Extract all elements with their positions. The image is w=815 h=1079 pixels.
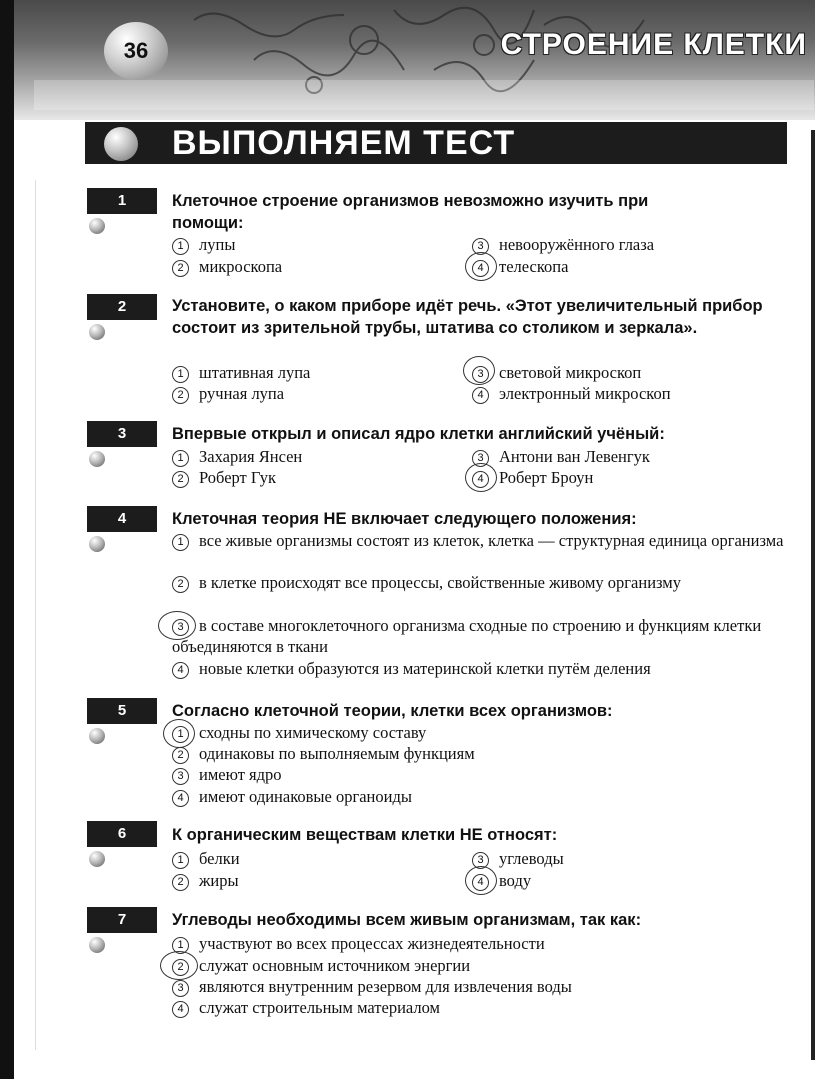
- section-title: ВЫПОЛНЯЕМ ТЕСТ: [172, 124, 516, 162]
- answer-mark-5: [163, 719, 195, 748]
- page-binding-edge: [0, 0, 14, 1079]
- option-2-3[interactable]: 3 световой микроскоп: [472, 362, 641, 383]
- option-1-2[interactable]: 2 микроскопа: [172, 256, 282, 277]
- section-ball-icon: [104, 127, 138, 161]
- question-text-1: Клеточное строение организмов невозможно изучить при помощи:: [172, 192, 649, 232]
- question-text-2: Установите, о каком приборе идёт речь. «Этот увеличительный прибор состоит из зрительной трубы, штатива со столиком и зеркала».: [172, 297, 763, 337]
- option-2-2[interactable]: 2 ручная лупа: [172, 383, 284, 404]
- option-7-3[interactable]: 3 являются внутренним резервом для извлечения воды: [172, 976, 572, 997]
- option-1-1[interactable]: 1 лупы: [172, 234, 235, 255]
- option-5-2[interactable]: 2 одинаковы по выполняемым функциям: [172, 743, 475, 764]
- option-5-3[interactable]: 3 имеют ядро: [172, 764, 282, 785]
- header-banner: [14, 0, 815, 120]
- page-right-edge: [811, 130, 815, 1060]
- option-4-4[interactable]: 4 новые клетки образуются из материнской клетки путём деления: [172, 658, 651, 679]
- question-ball-icon: [89, 218, 105, 234]
- question-text-5: Согласно клеточной теории, клетки всех организмов:: [172, 702, 613, 720]
- option-4-1[interactable]: 1 все живые организмы состоят из клеток, клетка — структурная единица организма: [172, 530, 790, 551]
- question-text-6: К органическим веществам клетки НЕ относят:: [172, 826, 558, 844]
- question-number-5: 5: [87, 698, 157, 724]
- option-4-3[interactable]: 3 в составе многоклеточного организма сходные по строению и функциям клетки объединяются в ткани: [172, 616, 762, 656]
- option-3-4[interactable]: 4 Роберт Броун: [472, 467, 593, 488]
- answer-mark-6: [465, 866, 497, 895]
- question-ball-icon: [89, 451, 105, 467]
- option-7-4[interactable]: 4 служат строительным материалом: [172, 997, 440, 1018]
- question-ball-icon: [89, 937, 105, 953]
- question-ball-icon: [89, 728, 105, 744]
- page-number: 36: [123, 38, 149, 63]
- page-number-ball: [104, 22, 168, 80]
- answer-mark-2: [463, 356, 495, 385]
- option-1-4[interactable]: 4 телескопа: [472, 256, 568, 277]
- question-ball-icon: [89, 851, 105, 867]
- question-text-4: Клеточная теория НЕ включает следующего положения:: [172, 510, 637, 528]
- question-number-7: 7: [87, 907, 157, 933]
- question-number-1: 1: [87, 188, 157, 214]
- question-ball-icon: [89, 324, 105, 340]
- question-number-2: 2: [87, 294, 157, 320]
- answer-mark-3: [465, 463, 497, 492]
- option-7-1[interactable]: 1 участвуют во всех процессах жизнедеятельности: [172, 933, 545, 954]
- option-4-2[interactable]: 2 в клетке происходят все процессы, свойственные живому организму: [172, 572, 790, 593]
- answer-mark-7: [160, 951, 198, 980]
- option-6-4[interactable]: 4 воду: [472, 870, 531, 891]
- option-1-3[interactable]: 3 невооружённого глаза: [472, 234, 654, 255]
- option-5-1[interactable]: 1 сходны по химическому составу: [172, 722, 426, 743]
- question-number-3: 3: [87, 421, 157, 447]
- option-3-3[interactable]: 3 Антони ван Левенгук: [472, 446, 650, 467]
- option-6-2[interactable]: 2 жиры: [172, 870, 239, 891]
- option-2-4[interactable]: 4 электронный микроскоп: [472, 383, 671, 404]
- chapter-title: СТРОЕНИЕ КЛЕТКИ: [500, 28, 807, 61]
- answer-mark-1: [465, 252, 497, 281]
- question-text-7: Углеводы необходимы всем живым организмам, так как:: [172, 911, 642, 929]
- margin-divider: [35, 180, 36, 1050]
- option-3-1[interactable]: 1 Захария Янсен: [172, 446, 302, 467]
- question-text-3: Впервые открыл и описал ядро клетки английский учёный:: [172, 425, 665, 443]
- question-ball-icon: [89, 536, 105, 552]
- option-6-1[interactable]: 1 белки: [172, 848, 240, 869]
- option-2-1[interactable]: 1 штативная лупа: [172, 362, 310, 383]
- option-3-2[interactable]: 2 Роберт Гук: [172, 467, 276, 488]
- question-number-6: 6: [87, 821, 157, 847]
- option-5-4[interactable]: 4 имеют одинаковые органоиды: [172, 786, 412, 807]
- question-number-4: 4: [87, 506, 157, 532]
- option-7-2[interactable]: 2 служат основным источником энергии: [172, 955, 470, 976]
- option-6-3[interactable]: 3 углеводы: [472, 848, 564, 869]
- answer-mark-4: [158, 611, 196, 640]
